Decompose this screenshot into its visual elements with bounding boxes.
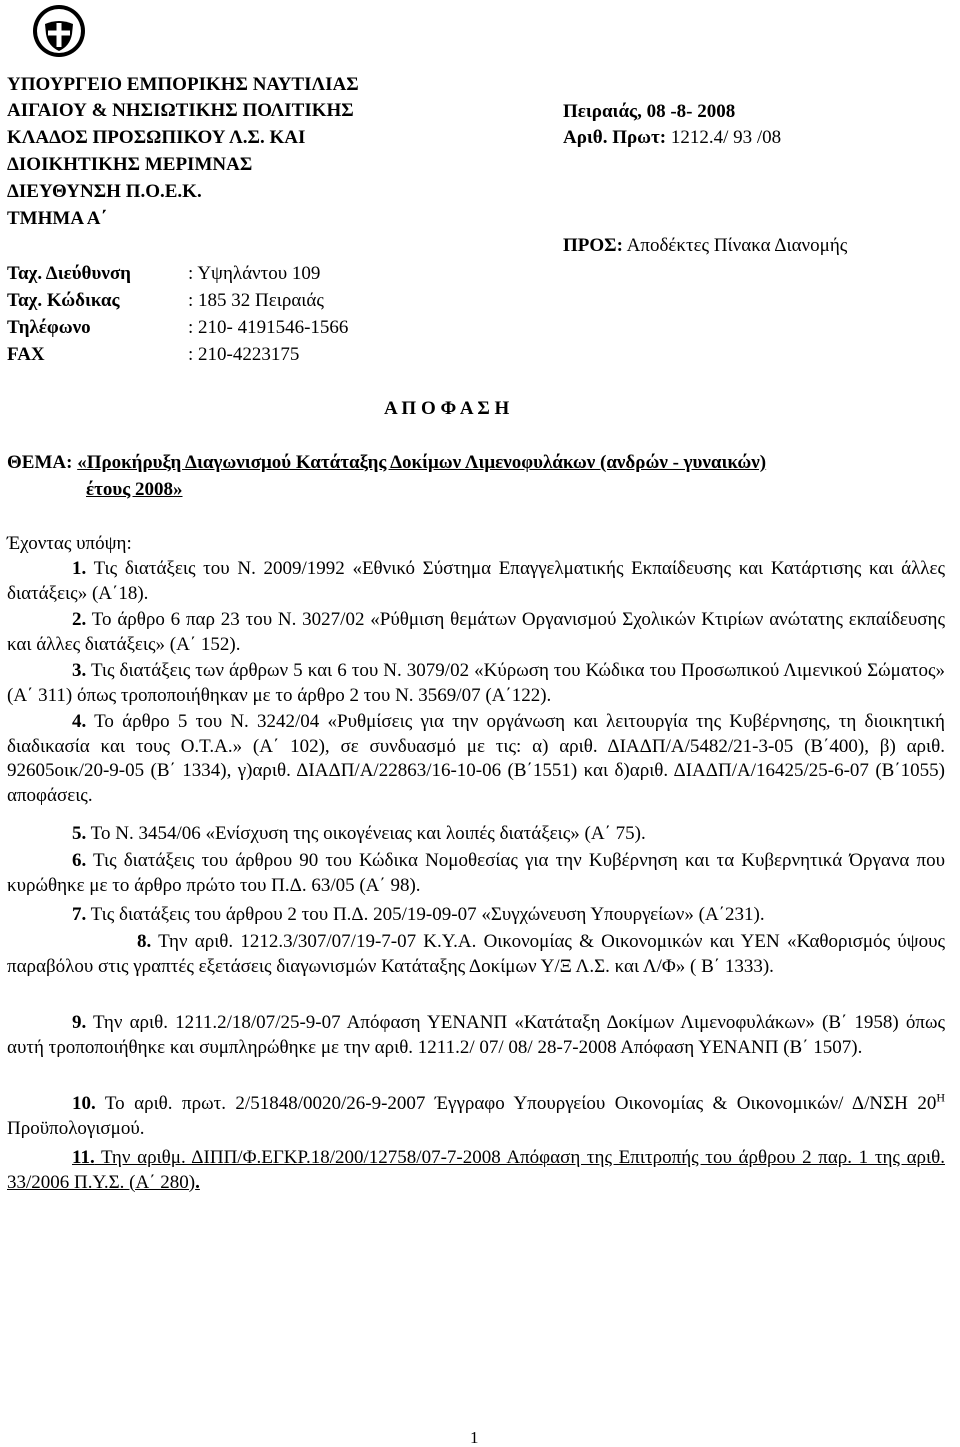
ministry-line-4: ΔΙΟΙΚΗΤΙΚΗΣ ΜΕΡΙΜΝΑΣ xyxy=(7,154,253,175)
item-number: 4. xyxy=(72,711,87,732)
protocol-value: 1212.4/ 93 /08 xyxy=(670,127,782,148)
item-text: Την αριθ. 1211.2/18/07/25-9-07 Απόφαση ΥΕΝΑΝΠ «Κατάταξη Δοκίμων Λιμενοφυλάκων» (Β΄ 1958) όπως αυτή τροποποιήθηκε και συμπληρώθηκε με την αριθ. 1211.2/ 07/ 08/ 28-7-2008 Απόφαση ΥΕΝΑΝΠ (Β΄ 1507). xyxy=(7,1012,945,1058)
contact-label-fax: FAX xyxy=(7,344,45,365)
list-item-4 xyxy=(7,710,945,808)
ministry-line-6: ΤΜΗΜΑ Α΄ xyxy=(7,208,107,229)
greek-emblem-icon xyxy=(32,4,86,58)
protocol-label: Αριθ. Πρωτ: xyxy=(563,127,667,148)
item-number: 2. xyxy=(72,609,87,630)
recipients-value: Αποδέκτες Πίνακα Διανομής xyxy=(626,235,848,256)
list-item-3 xyxy=(7,659,945,708)
contact-value-postcode: : 185 32 Πειραιάς xyxy=(188,290,324,311)
list-item-11 xyxy=(7,1146,945,1195)
list-item-1 xyxy=(7,557,945,606)
item-number: 6. xyxy=(72,850,87,871)
list-item-5 xyxy=(7,822,945,847)
list-item-8 xyxy=(7,930,945,979)
recipients-label: ΠΡΟΣ: xyxy=(563,235,623,256)
list-item-7 xyxy=(7,903,945,928)
item-number: 3. xyxy=(72,660,87,681)
item-number: 8. xyxy=(137,931,152,952)
item-text: Την αριθ. 1212.3/307/07/19-7-07 Κ.Υ.Α. Οικονομίας & Οικονομικών και ΥΕΝ «Καθορισμός ύψους παραβόλου στις γραπτές εξετάσεις διαγωνισμών Κατάταξης Δοκίμων Υ/Ξ Λ.Σ. και Λ/Φ» ( Β΄ 1333). xyxy=(7,931,945,977)
place-label: Πειραιάς, xyxy=(563,101,642,122)
ministry-line-2: ΑΙΓΑΙΟΥ & ΝΗΣΙΩΤΙΚΗΣ ΠΟΛΙΤΙΚΗΣ xyxy=(7,100,354,121)
recipients-line xyxy=(563,236,847,255)
item-end-mark: . xyxy=(195,1171,200,1193)
ministry-line-1: ΥΠΟΥΡΓΕΙΟ ΕΜΠΟΡΙΚΗΣ ΝΑΥΤΙΛΙΑΣ xyxy=(7,74,359,95)
contact-label-address: Ταχ. Διεύθυνση xyxy=(7,263,131,284)
contact-label-postcode: Ταχ. Κώδικας xyxy=(7,290,120,311)
item-text: Τις διατάξεις του άρθρου 2 του Π.Δ. 205/19-09-07 «Συγχώνευση Υπουργείων» (Α΄231). xyxy=(90,904,765,925)
subject-text-1: «Προκήρυξη Διαγωνισμού Κατάταξης Δοκίμων Λιμενοφυλάκων (ανδρών - γυναικών) xyxy=(77,452,767,473)
contact-value-phone: : 210- 4191546-1566 xyxy=(188,317,349,338)
item-text-end: Προϋπολογισμού. xyxy=(7,1117,145,1139)
list-item-10 xyxy=(7,1092,945,1141)
item-text: Την αριθμ. ΔΙΠΠ/Φ.ΕΓΚΡ.18/200/12758/07-7-2008 Απόφαση της Επιτροπής του άρθρου 2 παρ. 1 της αριθ. 33/2006 Π.Υ.Σ. (Α΄ 280) xyxy=(7,1147,945,1193)
page-number: 1 xyxy=(470,1428,479,1447)
item-number: 9. xyxy=(72,1012,87,1033)
contact-label-phone: Τηλέφωνο xyxy=(7,317,91,338)
item-text: Τις διατάξεις του άρθρου 90 του Κώδικα Νομοθεσίας για την Κυβέρνηση και τα Κυβερνητικά Όργανα που κυρώθηκε με το άρθρο πρώτο του Π.Δ. 63/05 (Α΄ 98). xyxy=(7,850,945,896)
item-number: 5. xyxy=(72,823,87,844)
ministry-line-3: ΚΛΑΔΟΣ ΠΡΟΣΩΠΙΚΟΥ Λ.Σ. ΚΑΙ xyxy=(7,127,306,148)
list-item-6 xyxy=(7,849,945,898)
list-item-2 xyxy=(7,608,945,657)
intro-text: Έχοντας υπόψη: xyxy=(7,533,132,554)
item-number: 10. xyxy=(72,1093,96,1114)
item-superscript: Η xyxy=(936,1090,945,1105)
decision-title: Α Π Ο Φ Α Σ Η xyxy=(384,398,510,419)
item-text: Τις διατάξεις του Ν. 2009/1992 «Εθνικό Σύστημα Επαγγελματικής Εκπαίδευσης και Κατάρτισης και άλλες διατάξεις» (Α΄18). xyxy=(7,558,945,604)
item-number: 7. xyxy=(72,904,87,925)
date-line xyxy=(563,102,735,121)
item-number: 1. xyxy=(72,558,87,579)
item-text: Το άρθρο 6 παρ 23 του Ν. 3027/02 «Ρύθμιση θεμάτων Οργανισμού Σχολικών Κτιρίων ανώτατης εκπαίδευσης και άλλες διατάξεις» (Α΄ 152). xyxy=(7,609,945,655)
list-item-9 xyxy=(7,1011,945,1060)
contact-value-address: : Υψηλάντου 109 xyxy=(188,263,321,284)
ministry-line-5: ΔΙΕΥΘΥΝΣΗ Π.Ο.Ε.Κ. xyxy=(7,181,202,202)
subject-text-2: έτους 2008» xyxy=(86,479,183,500)
contact-value-fax: : 210-4223175 xyxy=(188,344,300,365)
protocol-line xyxy=(563,128,781,147)
item-text: Το αριθ. πρωτ. 2/51848/0020/26-9-2007 Έγγραφο Υπουργείου Οικονομίας & Οικονομικών/ Δ/ΝΣΗ 20 xyxy=(104,1093,937,1114)
item-number: 11. xyxy=(72,1147,95,1168)
subject-line-1 xyxy=(7,453,766,472)
date-value: 08 -8- 2008 xyxy=(646,101,736,122)
item-text: Το Ν. 3454/06 «Ενίσχυση της οικογένειας και λοιπές διατάξεις» (Α΄ 75). xyxy=(90,823,646,844)
subject-label: ΘΕΜΑ: xyxy=(7,452,73,473)
item-text: Το άρθρο 5 του Ν. 3242/04 «Ρυθμίσεις για την οργάνωση και λειτουργία της Κυβέρνησης, τη διοικητική διαδικασία και τους Ο.Τ.Α.» (Α΄ 102), σε συνδυασμό με τις: α) αριθ. ΔΙΑΔΠ/Α/5482/21-3-05 (Β΄400), β) αριθ. 92605οικ/20-9-05 (Β΄ 1334), γ)αριθ. ΔΙΑΔΠ/Α/22863/16-10-06 (Β΄1551) και δ)αριθ. ΔΙΑΔΠ/Α/16425/25-6-07 (Β΄1055) αποφάσεις. xyxy=(7,711,945,806)
item-text: Τις διατάξεις των άρθρων 5 και 6 του Ν. 3079/02 «Κύρωση του Κώδικα του Προσωπικού Λιμενικού Σώματος» (Α΄ 311) όπως τροποποιήθηκαν με το άρθρο 2 του Ν. 3569/07 (Α΄122). xyxy=(7,660,945,706)
